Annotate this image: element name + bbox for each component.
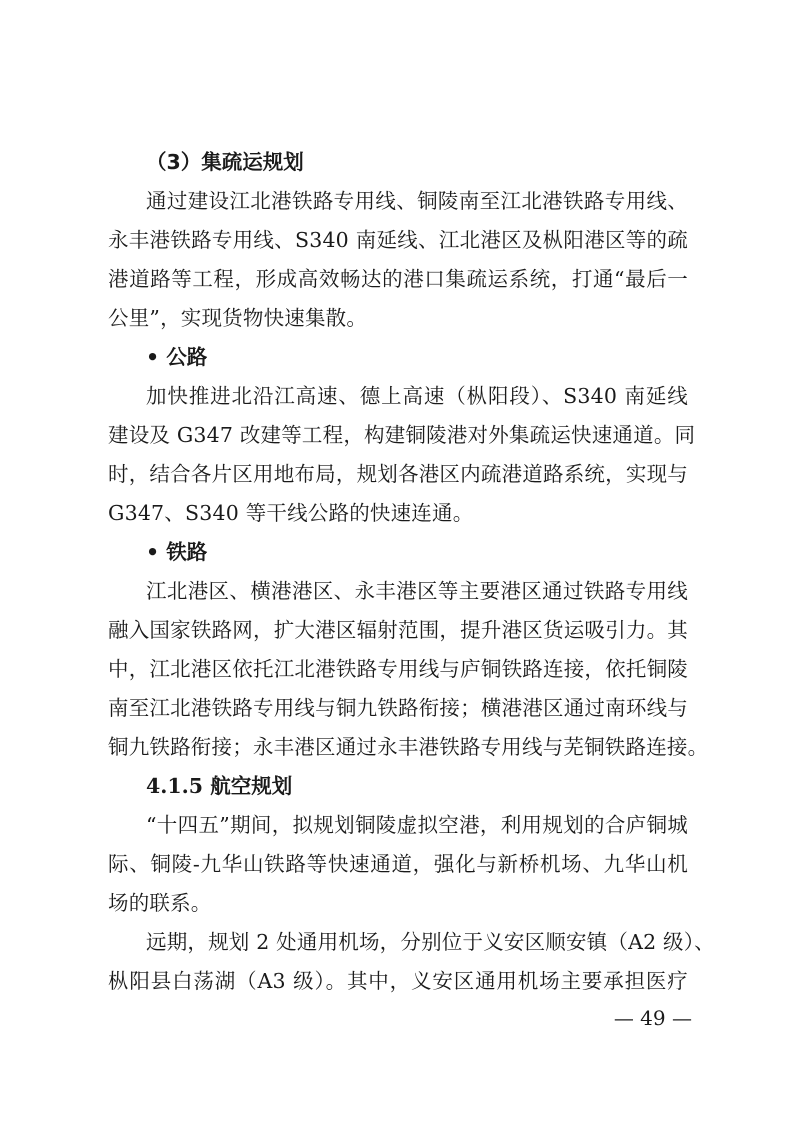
paragraph-line: 场的联系。 — [108, 891, 212, 915]
paragraph-line: 加快推进北沿江高速、德上高速（枞阳段）、S340 南延线 — [146, 384, 688, 408]
paragraph-line: 融入国家铁路网，扩大港区辐射范围，提升港区货运吸引力。其 — [108, 618, 688, 642]
paragraph-line: 时，结合各片区用地布局，规划各港区内疏港道路系统，实现与 — [108, 462, 688, 486]
paragraph-line: 永丰港铁路专用线、S340 南延线、江北港区及枞阳港区等的疏 — [108, 228, 688, 252]
paragraph-line: 中，江北港区依托江北港铁路专用线与庐铜铁路连接，依托铜陵 — [108, 657, 688, 681]
paragraph-line: 铜九铁路衔接；永丰港区通过永丰港铁路专用线与芜铜铁路连接。 — [108, 735, 709, 759]
paragraph-line: 通过建设江北港铁路专用线、铜陵南至江北港铁路专用线、 — [146, 189, 688, 213]
bullet-heading-highway: • 公路 — [146, 345, 208, 369]
paragraph-line: 枞阳县白荡湖（A3 级）。其中，义安区通用机场主要承担医疗 — [108, 969, 688, 993]
paragraph-line: 远期，规划 2 处通用机场，分别位于义安区顺安镇（A2 级）、 — [146, 930, 715, 954]
paragraph-line: 南至江北港铁路专用线与铜九铁路衔接；横港港区通过南环线与 — [108, 696, 688, 720]
paragraph-line: 江北港区、横港港区、永丰港区等主要港区通过铁路专用线 — [146, 579, 688, 603]
subsection-heading: 4.1.5 航空规划 — [146, 774, 293, 798]
section-heading: （3）集疏运规划 — [146, 150, 304, 174]
paragraph-line: 建设及 G347 改建等工程，构建铜陵港对外集疏运快速通道。同 — [108, 423, 696, 447]
paragraph-line: “十四五”期间，拟规划铜陵虚拟空港，利用规划的合庐铜城 — [146, 813, 688, 837]
paragraph-line: G347、S340 等干线公路的快速连通。 — [108, 501, 474, 525]
paragraph-line: 港道路等工程，形成高效畅达的港口集疏运系统，打通“最后一 — [108, 267, 688, 291]
page-number: — 49 — — [613, 1006, 692, 1030]
paragraph-line: 际、铜陵-九华山铁路等快速通道，强化与新桥机场、九华山机 — [108, 852, 688, 876]
bullet-heading-railway: • 铁路 — [146, 540, 208, 564]
paragraph-line: 公里”，实现货物快速集散。 — [108, 306, 368, 330]
